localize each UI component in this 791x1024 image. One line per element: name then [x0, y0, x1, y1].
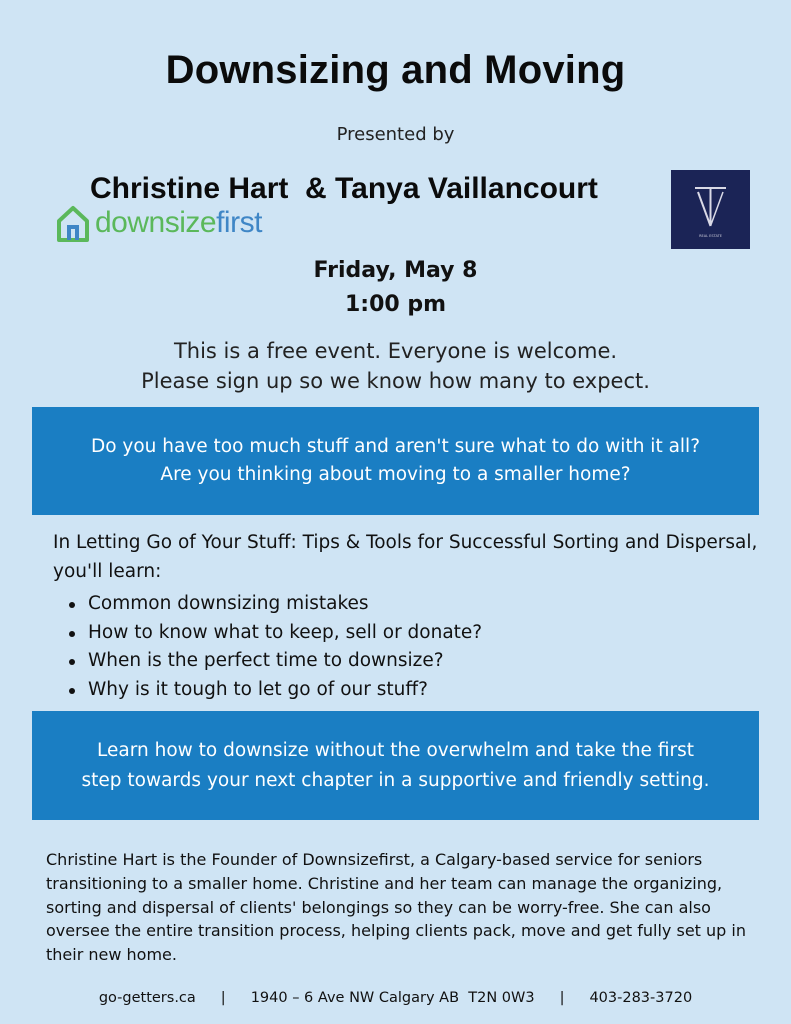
list-item: When is the perfect time to downsize? [64, 647, 482, 676]
event-time: 1:00 pm [344, 292, 447, 317]
logo-text-first: first [216, 206, 262, 239]
list-item: Why is it tough to let go of our stuff? [64, 676, 482, 705]
signup-line: Please sign up so we know how many to expect. [141, 369, 650, 393]
tv-monogram-icon [671, 170, 750, 249]
event-date: Friday, May 8 [313, 258, 478, 283]
house-icon [55, 203, 91, 243]
tanya-vaillancourt-logo [671, 170, 750, 249]
list-item: Common downsizing mistakes [64, 590, 482, 619]
footer-separator: | [559, 990, 565, 1006]
banner-line: Learn how to downsize without the overwhelm and take the first [97, 740, 694, 761]
learning-points-list [64, 590, 482, 704]
presenters-names: Christine Hart & Tanya Vaillancourt [90, 172, 598, 205]
page-title: Downsizing and Moving [165, 48, 626, 92]
downsizefirst-logo [55, 200, 262, 246]
question-banner [32, 407, 759, 515]
footer-contact [0, 990, 791, 1006]
footer-phone: 403-283-3720 [589, 990, 693, 1006]
presenter-bio: Christine Hart is the Founder of Downsizefirst, a Calgary-based service for seniors transitioning to a smaller home. Christine and her team can manage the organizing, sorting and dispersal of clients' belongings so they can be worry-free. She can also oversee the entire transition process, helping clients pack, move and get fully set up in their new home. [46, 850, 746, 965]
intro-text: In Letting Go of Your Stuff: Tips & Tools for Successful Sorting and Dispersal, you'll learn: [53, 532, 758, 582]
presented-by-label: Presented by [336, 124, 455, 145]
banner-line: step towards your next chapter in a supportive and friendly setting. [81, 770, 710, 791]
footer-address: 1940 – 6 Ave NW Calgary AB T2N 0W3 [250, 990, 535, 1006]
list-item: How to know what to keep, sell or donate? [64, 619, 482, 648]
banner-line: Are you thinking about moving to a smaller home? [160, 464, 631, 485]
footer-website: go-getters.ca [98, 990, 196, 1006]
logo-text-downsize: downsize [95, 206, 217, 239]
logo-subtext: REAL ESTATE [699, 234, 722, 238]
learn-banner [32, 711, 759, 820]
free-event-line: This is a free event. Everyone is welcome. [173, 339, 618, 363]
footer-separator: | [220, 990, 226, 1006]
banner-line: Do you have too much stuff and aren't sure what to do with it all? [90, 436, 701, 457]
